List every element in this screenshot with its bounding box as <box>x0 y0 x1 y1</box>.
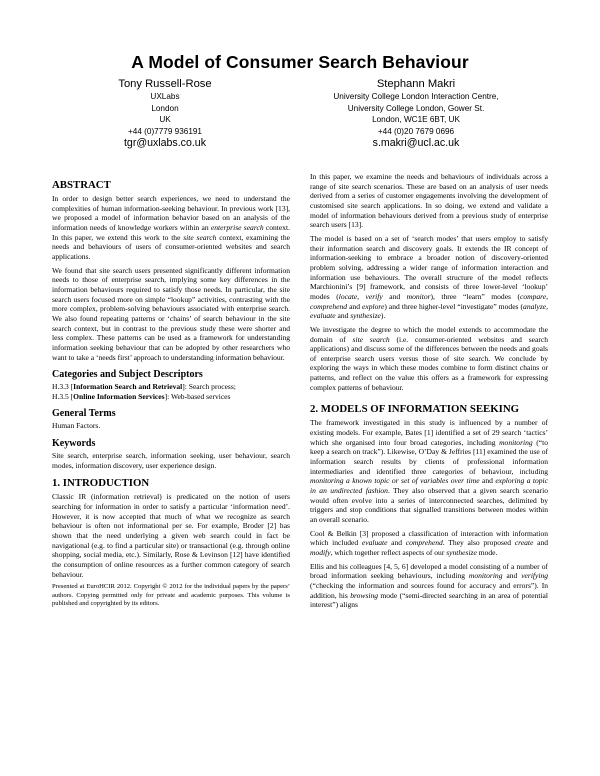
text-emphasis: verifying <box>521 571 549 581</box>
body-paragraph <box>310 234 548 321</box>
body-paragraph <box>310 325 548 393</box>
abstract-paragraph <box>52 194 290 262</box>
text-run: and <box>479 476 496 486</box>
text-run: ). <box>380 311 386 321</box>
body-paragraph <box>310 562 548 610</box>
introduction-paragraph: Classic IR (information retrieval) is predicated on the notion of users searching for information in order to satisfy a particular ‘information need’. However, it is now accepted that much of what we recognize as search behaviour is often not informational per se. For example, Broder [2] has shown that the need underlying a given web search could in fact be navigational (e.g. to find a particular site) or transactional (e.g. through online shopping, social media, etc.). Similarly, Rose & Levinson [12] have identified the consumption of online resources as a further common category of search behaviour. <box>52 492 290 579</box>
text-emphasis: monitoring <box>499 437 533 447</box>
author-phone: +44 (0)20 7679 0696 <box>377 126 455 136</box>
author-block-1 <box>80 78 250 150</box>
section-2-heading: 2. MODELS OF INFORMATION SEEKING <box>310 403 520 416</box>
text-emphasis: analyze, evaluate <box>310 301 548 321</box>
copyright-footnote: Presented at EuroHCIR 2012. Copyright © 2012 for the individual papers by the papers’ authors. Copying permitted only for private and academic purposes. This volume is published and copyrighted by its editors. <box>52 583 290 607</box>
text-run: In order to design better search experiences, we need to understand the complexities of human information-seeking behaviour. In previous work [13], we proposed a model of information behavior based on an analysis of the information needs of knowledge workers within an <box>52 194 290 232</box>
text-emphasis: compare, comprehend <box>310 291 549 311</box>
author-phone: +44 (0)7779 936191 <box>128 126 202 136</box>
text-bold: Online Information Services <box>73 391 165 401</box>
text-run: . They also observed that a given search scenario would often evolve into a series of interconnected searches, delimited by triggers and stop conditions that signalled transitions between modes within an overall scenario. <box>310 486 548 524</box>
text-emphasis: enterprise search <box>210 222 264 232</box>
author-affiliation-line: UK <box>159 115 171 125</box>
abstract-paragraph: We found that site search users presented significantly different information needs to those of enterprise search, implying some key differences in the information behaviours required to satisfy those needs. In particular, the site search users focused more on simple “lookup” activities, contrasting with the more complex, problem-solving behaviours associated with enterprise search. We also found repeating patterns or ‘chains’ of search behaviour in the site search context, but in contrast to the previous study these were shorter and less complex. These patterns can be used as a framework for understanding information seeking behaviour that can be adopted by other researchers who want to take a ‘needs first’ approach to understanding information behaviour. <box>52 265 290 362</box>
category-line <box>52 382 290 392</box>
text-run: The model is based on a set of ‘search modes’ that users employ to satisfy their information search and discovery goals. It extends the IR concept of information-seeking to embrace a broader notion of discovery-oriented problem solving, addressing a wider range of information interaction and information use behaviours. The overall structure of the model reflects Marchionini’s [9] framework, and consists of three lower-level ‘lookup’ modes ( <box>310 233 548 301</box>
text-emphasis: modify <box>310 547 331 557</box>
text-emphasis: monitor <box>406 291 431 301</box>
text-run: and <box>533 538 548 548</box>
text-emphasis: evaluate <box>361 538 388 548</box>
text-run: (“to keep a search on track”). Likewise, O’Day & Jeffries [11] examined the use of information search results by clients of professional information intermediaries and identified three categories of behaviour, including <box>310 437 549 476</box>
author-affiliation-line: University College London Interaction Centre, <box>333 92 499 101</box>
keywords-heading: Keywords <box>52 438 96 450</box>
text-run: The framework investigated in this study is influenced by a number of existing models. For example, Bates [1] identified a set of 29 search ‘tactics’ which she organised into four broad categories, including <box>310 418 548 447</box>
text-run: We investigate the degree to which the model extends to accommodate the domain of <box>310 324 548 344</box>
text-emphasis: monitoring <box>468 571 503 581</box>
right-column <box>310 172 548 614</box>
text-run: Cool & Belkin [3] proposed a classification of interaction with information which included <box>310 528 548 548</box>
author-affiliation-line: University College London, Gower St. <box>347 103 485 113</box>
body-paragraph: In this paper, we examine the needs and behaviours of individuals across a range of site search scenarios. These are based on an analysis of user needs derived from a series of customer engagements involving the development of customised site search applications. In so doing, we extend and validate a model of information behaviours derived from a previous study of enterprise search users [13]. <box>310 172 548 230</box>
text-run: and <box>382 291 407 301</box>
text-emphasis: exploring a topic in an undirected fashion <box>310 476 548 496</box>
author-affiliation-line: London <box>151 103 179 113</box>
text-run: , which together reflect aspects of our <box>330 547 447 557</box>
text-run: and <box>347 301 363 311</box>
text-run: (i.e. consumer-oriented websites and search applications) and discuss some of the differences between the needs and goals of enterprise search users versus those of site search. We conclude by exploring the ways in which these modes combine to form distinct chains or patterns, and reflect on the value this offers as a framework for expressing complex patterns of behaviour. <box>310 334 548 392</box>
author-email[interactable]: tgr@uxlabs.co.uk <box>123 137 206 150</box>
text-emphasis: explore <box>362 301 385 311</box>
text-emphasis: browsing <box>350 590 379 600</box>
text-emphasis: synthesize <box>350 311 381 321</box>
paper-title: A Model of Consumer Search Behaviour <box>131 52 469 72</box>
author-affiliation-line: UXLabs <box>150 92 180 101</box>
body-paragraph <box>310 418 548 524</box>
text-run: ), three “learn” modes ( <box>430 291 520 301</box>
text-run: ]: Web-based services <box>164 391 231 401</box>
body-paragraph <box>310 529 548 558</box>
abstract-heading: ABSTRACT <box>52 179 111 191</box>
text-emphasis: synthesize <box>446 547 477 557</box>
text-run: (“checking the information and sources found for accuracy and errors”). In addition, his <box>310 580 548 600</box>
categories-heading: Categories and Subject Descriptors <box>52 369 203 381</box>
text-run: mode (“semi-directed searching in an area of potential interest”) aligns <box>310 590 548 610</box>
text-emphasis: site search <box>183 232 217 242</box>
general-terms-heading: General Terms <box>52 408 116 420</box>
text-run: H.3.5 [ <box>52 391 74 401</box>
left-column <box>52 178 290 612</box>
author-affiliation-line: London, WC1E 6BT, UK <box>372 115 460 125</box>
text-emphasis: create <box>514 538 534 548</box>
text-emphasis: monitoring a known topic or set of variables over time <box>310 476 480 486</box>
text-run: Ellis and his colleagues [4, 5, 6] developed a model consisting of a number of broad information seeking behaviours, including <box>310 561 548 581</box>
author-name: Tony Russell-Rose <box>118 78 212 90</box>
text-bold: Information Search and Retrieval <box>73 382 183 392</box>
text-run: . They also proposed <box>442 538 515 548</box>
introduction-heading: 1. INTRODUCTION <box>52 477 150 490</box>
text-run: context, examining the needs and behaviours of users of consumer-oriented websites and search applications. <box>52 232 290 261</box>
author-block-2 <box>318 78 514 150</box>
category-line <box>52 392 290 402</box>
text-run: context. In this paper, we extend this work to the <box>52 222 290 242</box>
text-run: ]: Search process; <box>182 382 236 392</box>
text-emphasis: site search <box>352 334 390 344</box>
text-run: and <box>502 571 522 581</box>
keywords-text: Site search, enterprise search, information seeking, user behaviour, search modes, information discovery, user experience design. <box>52 451 290 470</box>
text-emphasis: locate, verify <box>338 291 383 301</box>
author-email[interactable]: s.makri@ucl.ac.uk <box>372 137 460 150</box>
text-emphasis: comprehend <box>405 538 443 548</box>
author-name: Stephann Makri <box>376 78 456 90</box>
text-run: mode. <box>476 547 498 557</box>
text-run: ) and three higher-level “investigate” modes ( <box>384 301 524 311</box>
general-terms-text: Human Factors. <box>52 421 101 431</box>
text-run: and <box>387 538 406 548</box>
text-run: and <box>335 311 351 321</box>
text-run: H.3.3 [ <box>52 382 74 392</box>
